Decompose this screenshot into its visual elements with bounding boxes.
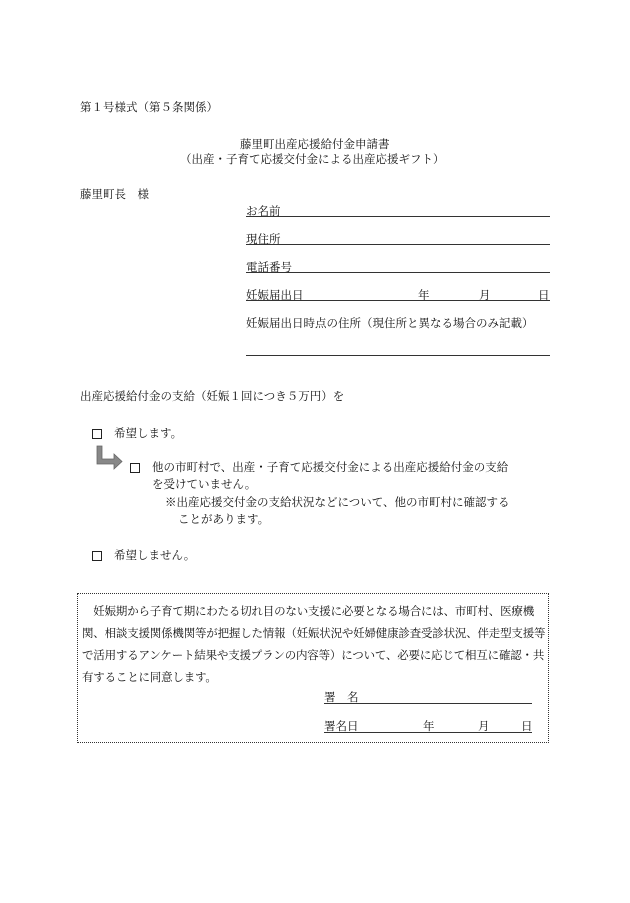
not-want-label: 希望しません。	[114, 548, 196, 562]
name-field[interactable]	[246, 216, 550, 217]
phone-field[interactable]	[246, 272, 550, 273]
signature-month-label: 月	[478, 719, 490, 733]
address-label: 現住所	[246, 232, 281, 246]
signature-day-label: 日	[521, 719, 533, 733]
option-not-want	[92, 547, 195, 563]
condition-line1: 他の市町村で、出産・子育て応援交付金による出産応援給付金の支給	[152, 460, 509, 474]
signature-field[interactable]	[324, 703, 532, 704]
option-want	[92, 425, 182, 441]
addressee: 藤里町長 様	[80, 187, 149, 201]
phone-label: 電話番号	[246, 260, 292, 274]
want-checkbox[interactable]	[92, 429, 102, 439]
consent-text: 妊娠期から子育て期にわたる切れ目のない支援に必要となる場合には、市町村、医療機関、相談支援関係機関等が把握した情報（妊娠状況や妊婦健康診査受診状況、伴走型支援等で活用するアンケート結果や支援プランの内容等）について、必要に応じて相互に確認・共有することに同意します。	[82, 604, 546, 684]
form-number: 第１号様式（第５条関係）	[80, 100, 218, 114]
arrow-icon	[94, 444, 124, 470]
note-line2: ことがあります。	[178, 512, 270, 526]
condition-line2: を受けていません。	[152, 477, 257, 491]
form-subtitle: （出産・子育て応援交付金による出産応援ギフト）	[180, 152, 445, 166]
signature-year-label: 年	[423, 719, 435, 733]
form-title: 藤里町出産応援給付金申請書	[240, 137, 390, 151]
note-line1: ※出産応援交付金の支給状況などについて、他の市町村に確認する	[165, 495, 510, 509]
address-at-notification-label: 妊娠届出日時点の住所（現住所と異なる場合のみ記載）	[246, 316, 534, 330]
address-at-notification-field[interactable]	[246, 355, 550, 356]
option-condition	[130, 459, 508, 475]
pregnancy-date-label: 妊娠届出日	[246, 288, 304, 302]
signature-date-label: 署名日	[324, 719, 359, 733]
condition-checkbox[interactable]	[130, 463, 140, 473]
address-field[interactable]	[246, 244, 550, 245]
signature-label: 署 名	[324, 690, 359, 704]
pregnancy-year-label: 年	[418, 288, 430, 302]
consent-box	[77, 593, 549, 743]
pregnancy-date-field[interactable]	[246, 300, 550, 301]
not-want-checkbox[interactable]	[92, 551, 102, 561]
name-label: お名前	[246, 204, 281, 218]
pregnancy-month-label: 月	[479, 288, 491, 302]
benefit-intro: 出産応援給付金の支給（妊娠１回につき５万円）を	[80, 389, 345, 403]
signature-date-field[interactable]	[324, 732, 532, 733]
pregnancy-day-label: 日	[538, 288, 550, 302]
want-label: 希望します。	[114, 426, 183, 440]
